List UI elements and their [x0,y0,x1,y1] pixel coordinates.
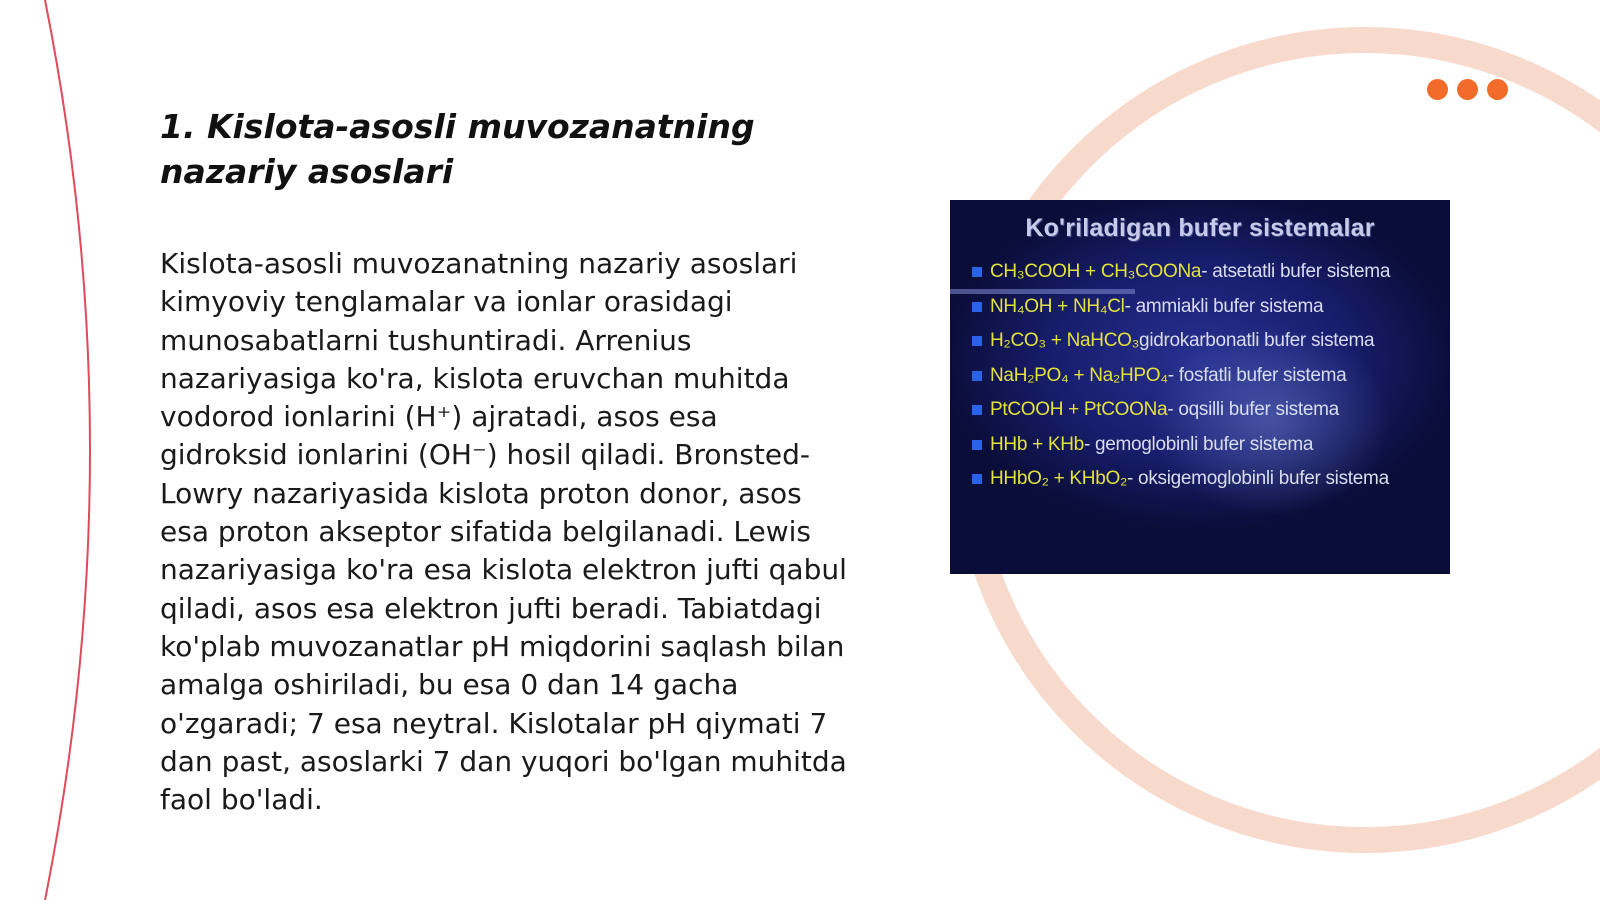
buffer-formula: CH₃COOH + CH₃COONa [990,261,1202,283]
square-bullet-icon [972,440,982,450]
buffer-row [972,255,1442,290]
buffer-description: - oqsilli bufer sistema [1167,399,1339,421]
buffer-row [972,324,1442,359]
square-bullet-icon [972,336,982,346]
slide-title: 1. Kislota-asosli muvozanatning nazariy asoslari [160,107,755,191]
buffer-formula: HHbO₂ + KHbO₂ [990,468,1128,490]
buffer-row [972,359,1442,394]
buffer-description: - ammiakli bufer sistema [1124,295,1324,317]
buffer-systems-image [950,200,1450,574]
buffer-formula: H₂CO₃ + NaHCO₃ [990,330,1140,352]
buffer-row [972,462,1442,497]
buffer-formula: HHb + KHb [990,433,1084,455]
image-title: Ko'riladigan bufer sistemalar [1025,214,1375,242]
buffer-row [972,290,1442,325]
left-curve-line [45,0,90,900]
square-bullet-icon [972,302,982,312]
dot-1 [1427,79,1448,100]
buffer-description: gidrokarbonatli bufer sistema [1139,330,1375,352]
dot-3 [1487,79,1508,100]
dots-decoration [1427,79,1511,101]
square-bullet-icon [972,371,982,381]
buffer-row [972,393,1442,428]
buffer-description: - fosfatli bufer sistema [1167,364,1347,386]
buffer-description: - oksigemoglobinli bufer sistema [1127,468,1389,490]
buffer-formula: PtCOOH + PtCOONa [990,399,1168,421]
buffer-row [972,428,1442,463]
buffer-list [972,255,1442,497]
buffer-formula: NaH₂PO₄ + Na₂HPO₄ [990,364,1168,386]
buffer-description: - gemoglobinli bufer sistema [1083,433,1314,455]
slide-body-text: Kislota-asosli muvozanatning nazariy asoslari kimyoviy tenglamalar va ionlar orasidagi munosabatlarni tushuntiradi. Arrenius nazariyasiga ko'ra, kislota eruvchan muhitda vodorod ionlarini (H⁺) ajratadi, asos esa gidroksid ionlarini (OH⁻) hosil qiladi. Bronsted-Lowry nazariyasida kislota proton donor, asos esa proton akseptor sifatida belgilanadi. Lewis nazariyasiga ko'ra esa kislota elektron jufti qabul qiladi, asos esa elektron jufti beradi. Tabiatdagi ko'plab muvozanatlar pH miqdorini saqlash bilan amalga oshiriladi, bu esa 0 dan 14 gacha o'zgaradi; 7 esa neytral. Kislotalar pH qiymati 7 dan past, asoslarki 7 dan yuqori bo'lgan muhitda faol bo'ladi. [160,247,847,817]
buffer-description: - atsetatli bufer sistema [1201,261,1391,283]
square-bullet-icon [972,267,982,277]
square-bullet-icon [972,474,982,484]
square-bullet-icon [972,405,982,415]
buffer-formula: NH₄OH + NH₄Cl [990,295,1125,317]
dot-2 [1457,79,1478,100]
